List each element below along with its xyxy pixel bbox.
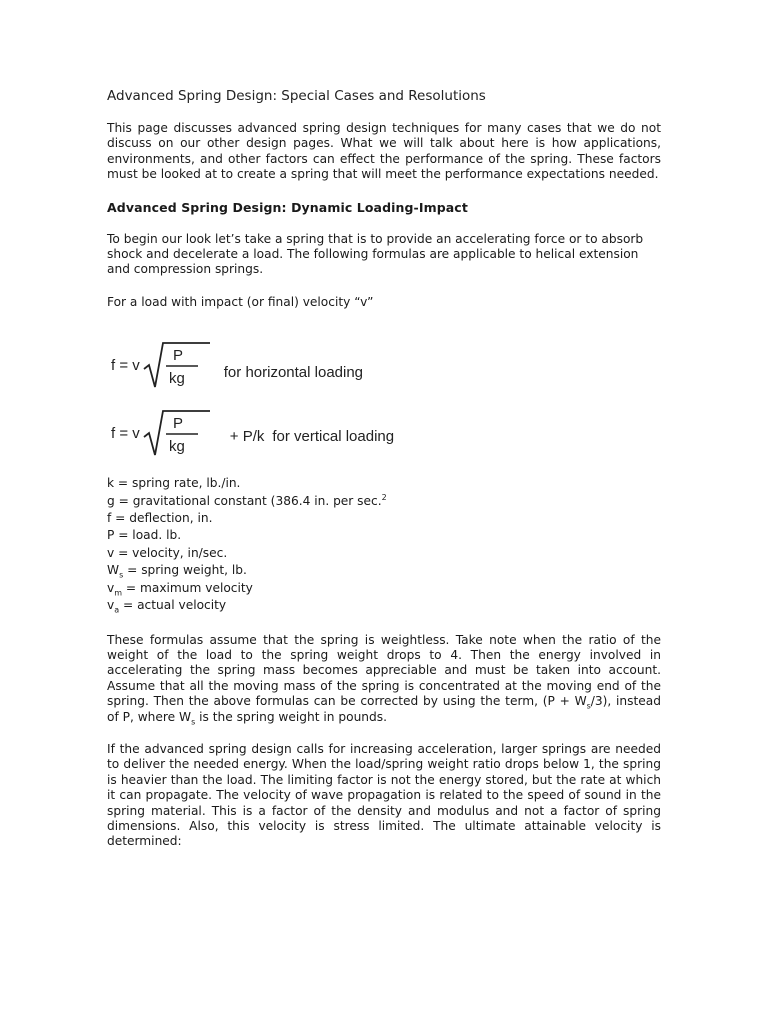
formula-lhs: f = v bbox=[111, 424, 140, 442]
paragraph-acceleration: If the advanced spring design calls for increasing acceleration, larger springs are needed to deliver the needed energy. When the load/spring weight ratio drops below 1, the spring is heavier than the load. The limiting factor is not the energy stored, but the rate at which it can propagate. The velocity of wave propagation is related to the speed of sound in the spring material. This is a factor of the density and modulus and not a factor of spring dimensions. Also, this velocity is stress limited. The ultimate attainable velocity is determined: bbox=[107, 741, 661, 849]
document-page bbox=[107, 88, 661, 867]
intro-paragraph: This page discusses advanced spring design techniques for many cases that we do not discuss on our other design pages. What we will talk about here is how applications, environments, and other factors can effect the performance of the spring. These factors must be looked at to create a spring that will meet the performance expectations needed. bbox=[107, 121, 661, 182]
paragraph-impact-intro: To begin our look let’s take a spring that is to provide an accelerating force or to absorb shock and decelerate a load. The following formulas are applicable to helical extension and compression springs. bbox=[107, 231, 644, 277]
paragraph-weightless: These formulas assume that the spring is weightless. Take note when the ratio of the weight of the load to the spring weight drops to 4. Then the energy involved in accelerating the spring mass becomes appreciable and must be taken into account. Assume that all the moving mass of the spring is concentrated at the moving end of the spring. Then the above formulas can be corrected by using the term, $(P + W_s/3)$, instead of P, where $W_s$ is the spring weight in pounds. bbox=[107, 632, 661, 726]
formula-horizontal bbox=[111, 339, 363, 391]
sqrt-fraction bbox=[142, 407, 212, 459]
formula-lhs: f = v bbox=[111, 356, 140, 374]
def-v: v = velocity, in/sec. bbox=[107, 545, 228, 560]
vertical-extra-term: + P/k bbox=[229, 427, 265, 445]
def-va: $v_a$ = actual velocity bbox=[107, 598, 227, 615]
formula-vertical bbox=[111, 407, 394, 459]
def-g: g = gravitational constant (386.4 in. per sec.$^2$ bbox=[107, 492, 387, 508]
def-k: k = spring rate, lb./in. bbox=[107, 476, 241, 491]
horizontal-label: for horizontal loading bbox=[223, 363, 364, 381]
fraction-denominator: kg bbox=[168, 370, 185, 388]
section-heading: Advanced Spring Design: Dynamic Loading-Impact bbox=[107, 199, 468, 215]
fraction-denominator: kg bbox=[168, 438, 185, 456]
definitions-list bbox=[107, 475, 661, 614]
def-vm: $v_m$ = maximum velocity bbox=[107, 580, 253, 598]
def-ws: $W_s$ = spring weight, lb. bbox=[107, 563, 247, 580]
paragraph-impact-velocity: For a load with impact (or final) velocity “v” bbox=[107, 294, 374, 309]
sqrt-fraction bbox=[142, 339, 212, 391]
def-f: f = deflection, in. bbox=[107, 511, 213, 526]
def-p: P = load. lb. bbox=[107, 528, 182, 543]
page-title: Advanced Spring Design: Special Cases and Resolutions bbox=[107, 88, 486, 104]
vertical-label: for vertical loading bbox=[272, 427, 395, 445]
fraction-numerator: P bbox=[172, 415, 183, 433]
fraction-numerator: P bbox=[172, 347, 183, 365]
formula-image bbox=[107, 325, 661, 465]
